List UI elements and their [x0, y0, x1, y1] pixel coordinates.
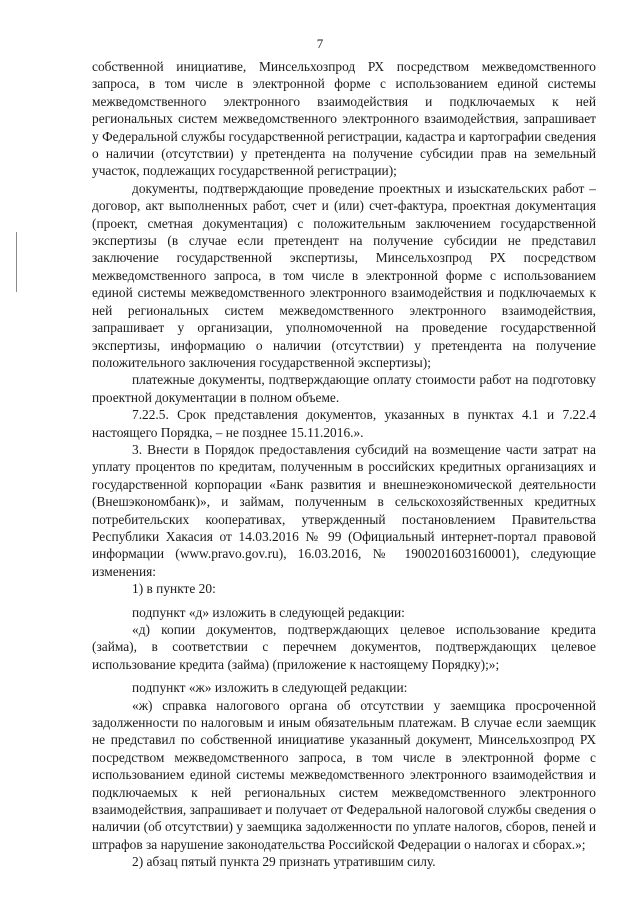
paragraph-item-3: 3. Внести в Порядок предоставления субсидий на возмещение части затрат на уплату процентов по кредитам, полученным в российских кредитных организациях и государственной корпорации «Банк развития и внешнеэкономической деятельности (Внешэкономбанк)», и займам, полученным в сельскохозяйственных кредитных потребительских кооперативах, утвержденный постановлением Правительства Республики Хакасия от 14.03.2016 № 99 (Официальный интернет-портал правовой информации (www.pravo.gov.ru), 16.03.2016, № 1900201603160001), следующие изменения:: [92, 441, 596, 579]
paragraph-continuation: собственной инициативе, Минсельхозпрод РХ посредством межведомственного запроса, в том числе в электронной форме с использованием единой системы межведомственного электронного взаимодействия и подключаемых к ней региональных систем межведомственного электронного взаимодействия, запрашивает у Федеральной службы государственной регистрации, кадастра и картографии сведения о наличии (отсутствии) у претендента на получение субсидии прав на земельный участок, подлежащих государственной регистрации);: [92, 59, 596, 179]
paragraph-payment-documents: платежные документы, подтверждающие оплату стоимости работ на подготовку проектной документации в полном объеме.: [92, 372, 596, 405]
scan-margin-mark: [16, 232, 17, 292]
paragraph-design-documents: документы, подтверждающие проведение проектных и изыскательских работ – договор, акт выполненных работ, счет и (или) счет-фактура, проектная документация (проект, сметная документация) с положительным заключением государственной экспертизы (в случае если претендент на получение субсидии не представил заключение государственной экспертизы, Минсельхозпрод РХ посредством межведомственного запроса, в том числе в электронной форме с использованием единой системы межведомственного электронного взаимодействия и подключаемых к ней региональных систем межведомственного электронного взаимодействия, запрашивает у организации, уполномоченной на проведение государственной экспертизы, информацию о наличии (отсутствии) у претендента на получение положительного заключения государственной экспертизы);: [92, 180, 596, 370]
paragraph-subitem-1: 1) в пункте 20:: [132, 581, 216, 597]
paragraph-7-22-5: 7.22.5. Срок представления документов, указанных в пунктах 4.1 и 7.22.4 настоящего Порядка, – не позднее 15.11.2016.».: [92, 407, 596, 440]
paragraph-subpoint-d: «д) копии документов, подтверждающих целевое использование кредита (займа), в соответствии с перечнем документов, подтверждающих целевое использование кредита (займа) (приложение к настоящему Порядку);»;: [92, 622, 596, 672]
page-number: 7: [316, 36, 324, 51]
document-body: [92, 58, 596, 871]
paragraph-subitem-2: 2) абзац пятый пункта 29 признать утратившим силу.: [132, 854, 436, 870]
paragraph-subpoint-zh: «ж) справка налогового органа об отсутствии у заемщика просроченной задолженности по налоговым и иным обязательным платежам. В случае если заемщик не представил по собственной инициативе указанный документ, Минсельхозпрод РХ посредством межведомственного запроса, в том числе в электронной форме с использованием единой системы межведомственного электронного взаимодействия и подключаемых к ней региональных систем межведомственного электронного взаимодействия, запрашивает и получает от Федеральной налоговой службы сведения о наличии (об отсутствии) у заемщика задолженности по уплате налогов, сборов, пеней и штрафов за нарушение законодательства Российской Федерации о налогах и сборах.»;: [92, 697, 596, 852]
paragraph-subpoint-d-intro: подпункт «д» изложить в следующей редакции:: [132, 604, 405, 620]
paragraph-subpoint-zh-intro: подпункт «ж» изложить в следующей редакции:: [132, 680, 408, 696]
